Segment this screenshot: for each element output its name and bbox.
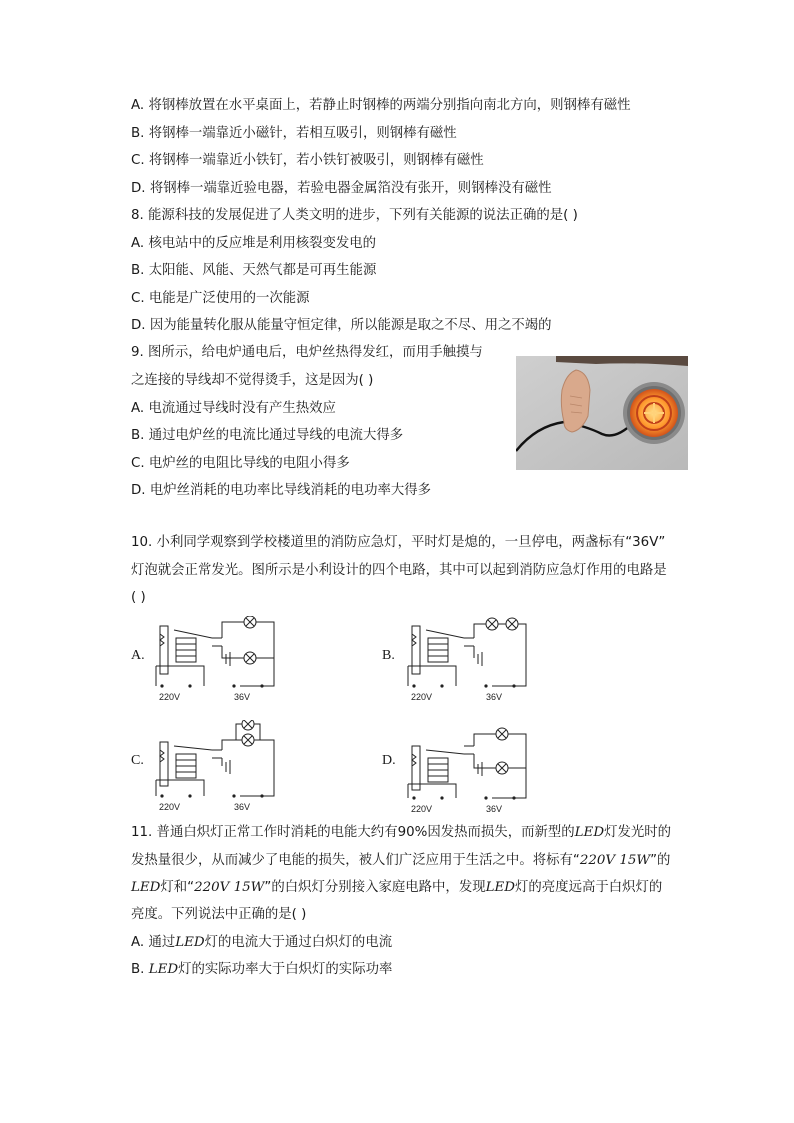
circuit-d-220v: 220V — [411, 804, 433, 814]
circuit-c-36v: 36V — [234, 802, 251, 812]
q11-option-a-pre: A. 通过 — [131, 935, 176, 950]
circuit-d-36v: 36V — [486, 804, 503, 814]
q9-option-d: D. 电炉丝消耗的电功率比导线消耗的电功率大得多 — [131, 483, 432, 498]
q8-option-a: A. 核电站中的反应堆是利用核裂变发电的 — [131, 236, 377, 251]
q9-stem-line2: 之连接的导线却不觉得烫手，这是因为( ) — [131, 373, 374, 388]
q11-option-b-post: 灯的实际功率大于白炽灯的实际功率 — [178, 962, 393, 977]
q7-option-a: A. 将钢棒放置在水平桌面上，若静止时钢棒的两端分别指向南北方向，则钢棒有磁性 — [131, 98, 631, 113]
q7-option-d: D. 将钢棒一端靠近验电器，若验电器金属箔没有张开，则钢棒没有磁性 — [131, 181, 552, 196]
q8-option-b: B. 太阳能、风能、天然气都是可再生能源 — [131, 263, 377, 278]
q11-line3 — [131, 879, 662, 897]
q11-line3-end: 灯的亮度远高于白炽灯的 — [515, 880, 663, 895]
circuit-diagram-d — [402, 720, 532, 814]
q11-line2 — [131, 852, 670, 870]
q11-line3-spec: 220V 15W — [194, 880, 265, 895]
q11-line1-led: LED — [574, 825, 605, 840]
q11-line2-text: 发热量很少，从而减少了电能的损失，被人们广泛应用于生活之中。将标有“ — [131, 853, 580, 868]
q11-line3-tail: ”的白炽灯分别接入家庭电路中，发现 — [264, 880, 486, 895]
q10-line2: 灯泡就会正常发光。图所示是小利设计的四个电路，其中可以起到消防应急灯作用的电路是 — [131, 563, 667, 578]
q8-option-d: D. 因为能量转化服从能量守恒定律，所以能源是取之不尽、用之不竭的 — [131, 318, 552, 333]
circuit-a-label: A. — [131, 648, 145, 663]
q9-stem-line1: 9. 图所示，给电炉通电后，电炉丝热得发红，而用手触摸与 — [131, 345, 483, 360]
q9-option-a: A. 电流通过导线时没有产生热效应 — [131, 401, 336, 416]
q11-line2-spec: 220V 15W — [579, 853, 651, 868]
q9-option-c: C. 电炉丝的电阻比导线的电阻小得多 — [131, 456, 350, 471]
q11-line3-led2: LED — [485, 880, 516, 895]
circuit-d-label: D. — [382, 753, 396, 768]
circuit-b-label: B. — [382, 648, 395, 663]
electric-stove-photo — [516, 356, 688, 470]
q11-line1 — [131, 824, 671, 842]
q11-line1-tail: 灯发光时的 — [604, 825, 672, 840]
q11-line4: 亮度。下列说法中正确的是( ) — [131, 907, 307, 922]
circuit-b-36v: 36V — [486, 692, 503, 702]
circuit-a-220v: 220V — [159, 692, 181, 702]
q11-option-a — [131, 934, 392, 952]
q9-option-b: B. 通过电炉丝的电流比通过导线的电流大得多 — [131, 428, 404, 443]
q11-option-a-post: 灯的电流大于通过白炽灯的电流 — [204, 935, 393, 950]
q11-line1-text: 11. 普通白炽灯正常工作时消耗的电能大约有90%因发热而损失，而新型的 — [131, 825, 575, 840]
circuit-c-label: C. — [131, 753, 144, 768]
circuit-diagram-c — [150, 720, 280, 814]
circuit-diagram-a — [150, 616, 280, 706]
q11-line3-mid: 灯和“ — [160, 880, 195, 895]
q10-line3: ( ) — [131, 590, 146, 605]
q11-option-a-led: LED — [175, 935, 205, 950]
q11-option-b-led: LED — [148, 962, 179, 977]
q10-line1: 10. 小利同学观察到学校楼道里的消防应急灯，平时灯是熄的，一旦停电，两盏标有“36V” — [131, 535, 666, 550]
q11-line2-tail: ”的 — [650, 853, 671, 868]
q8-option-c: C. 电能是广泛使用的一次能源 — [131, 291, 310, 306]
q11-option-b — [131, 961, 392, 979]
q11-line3-led: LED — [131, 880, 161, 895]
q8-stem: 8. 能源科技的发展促进了人类文明的进步，下列有关能源的说法正确的是( ) — [131, 208, 578, 223]
q7-option-b: B. 将钢棒一端靠近小磁针，若相互吸引，则钢棒有磁性 — [131, 126, 457, 141]
circuit-b-220v: 220V — [411, 692, 433, 702]
q7-option-c: C. 将钢棒一端靠近小铁钉，若小铁钉被吸引，则钢棒有磁性 — [131, 153, 484, 168]
circuit-diagram-b — [402, 616, 532, 706]
circuit-c-220v: 220V — [159, 802, 181, 812]
circuit-a-36v: 36V — [234, 692, 251, 702]
q11-option-b-pre: B. — [131, 962, 145, 977]
